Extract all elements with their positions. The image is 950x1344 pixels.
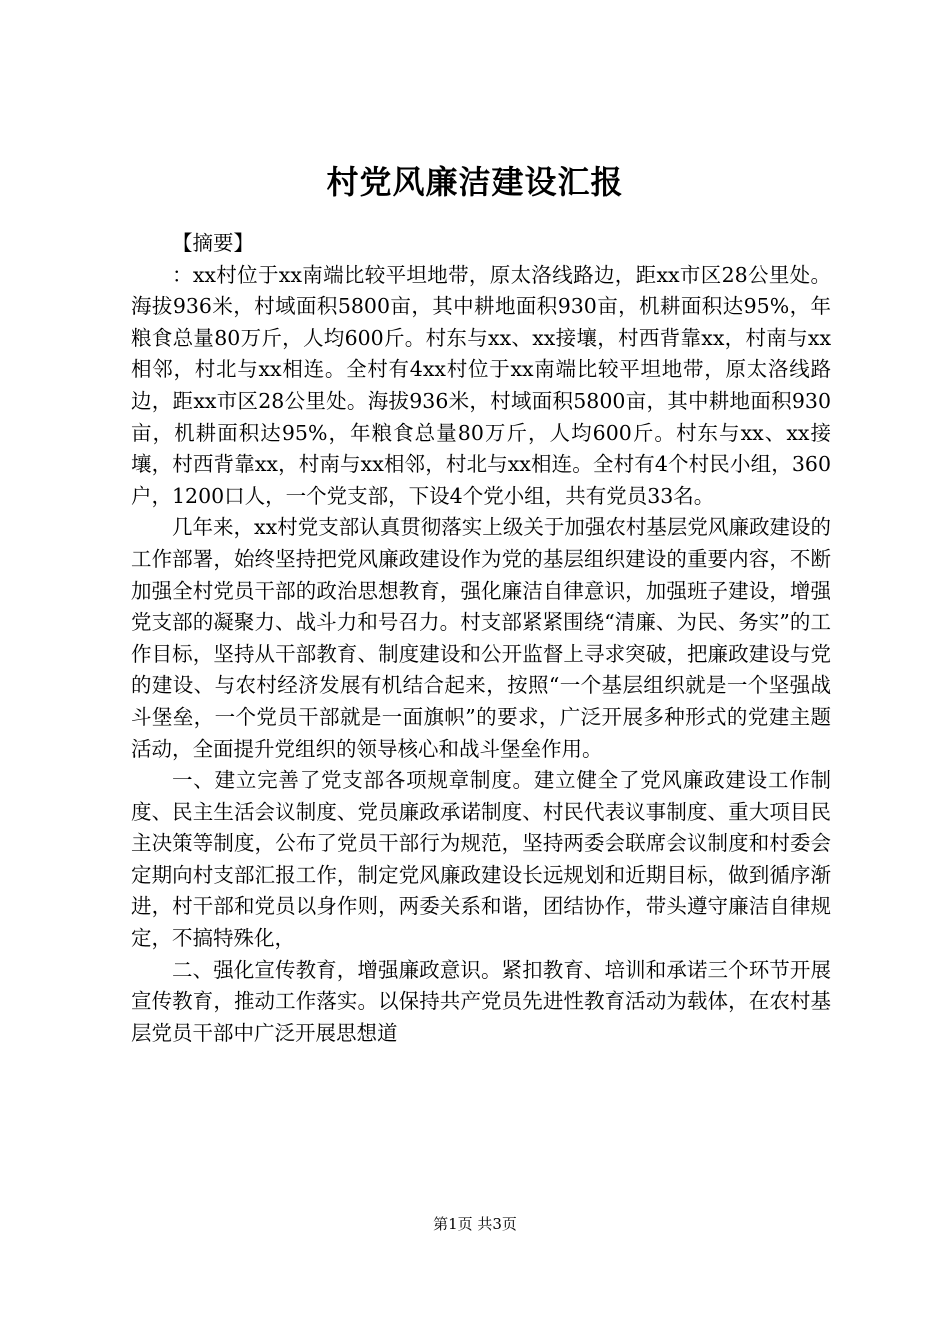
paragraph-overview: 几年来，xx村党支部认真贯彻落实上级关于加强农村基层党风廉政建设的工作部署，始终坚持把党风廉政建设作为党的基层组织建设的重要内容，不断加强全村党员干部的政治思想教育，强化廉洁自律意识，加强班子建设，增强党支部的凝聚力、战斗力和号召力。村支部紧紧围绕“清廉、为民、务实”的工作目标，坚持从干部教育、制度建设和公开监督上寻求突破，把廉政建设与党的建设、与农村经济发展有机结合起来，按照“一个基层组织就是一个坚强战斗堡垒，一个党员干部就是一面旗帜”的要求，广泛开展多种形式的党建主题活动，全面提升党组织的领导核心和战斗堡垒作用。 — [131, 515, 831, 761]
paragraph-intro: ：xx村位于xx南端比较平坦地带，原太洛线路边，距xx市区28公里处。海拔936米，村域面积5800亩，其中耕地面积930亩，机耕面积达95%，年粮食总量80万斤，人均600斤。村东与xx、xx接壤，村西背靠xx，村南与xx相邻，村北与xx相连。全村有4xx村位于xx南端比较平坦地带，原太洛线路边，距xx市区28公里处。海拔936米，村域面积5800亩，其中耕地面积930亩，机耕面积达95%，年粮食总量80万斤，人均600斤。村东与xx、xx接壤，村西背靠xx，村南与xx相邻，村北与xx相连。全村有4个村民小组，360户，1200口人，一个党支部，下设4个党小组，共有党员33名。 — [131, 262, 831, 508]
document-body — [131, 228, 831, 1049]
paragraph-section-one: 一、建立完善了党支部各项规章制度。建立健全了党风廉政建设工作制度、民主生活会议制度、党员廉政承诺制度、村民代表议事制度、重大项目民主决策等制度，公布了党员干部行为规范，坚持两委会联席会议制度和村委会定期向村支部汇报工作，制定党风廉政建设长远规划和近期目标，做到循序渐进，村干部和党员以身作则，两委关系和谐，团结协作，带头遵守廉洁自律规定，不搞特殊化， — [131, 768, 831, 951]
summary-label: 【摘要】 — [172, 231, 254, 255]
page-footer: 第1页 共3页 — [433, 1215, 517, 1233]
paragraph-section-two: 二、强化宣传教育，增强廉政意识。紧扣教育、培训和承诺三个环节开展宣传教育，推动工作落实。以保持共产党员先进性教育活动为载体，在农村基层党员干部中广泛开展思想道 — [131, 957, 831, 1045]
document-title: 村党风廉洁建设汇报 — [326, 163, 624, 201]
